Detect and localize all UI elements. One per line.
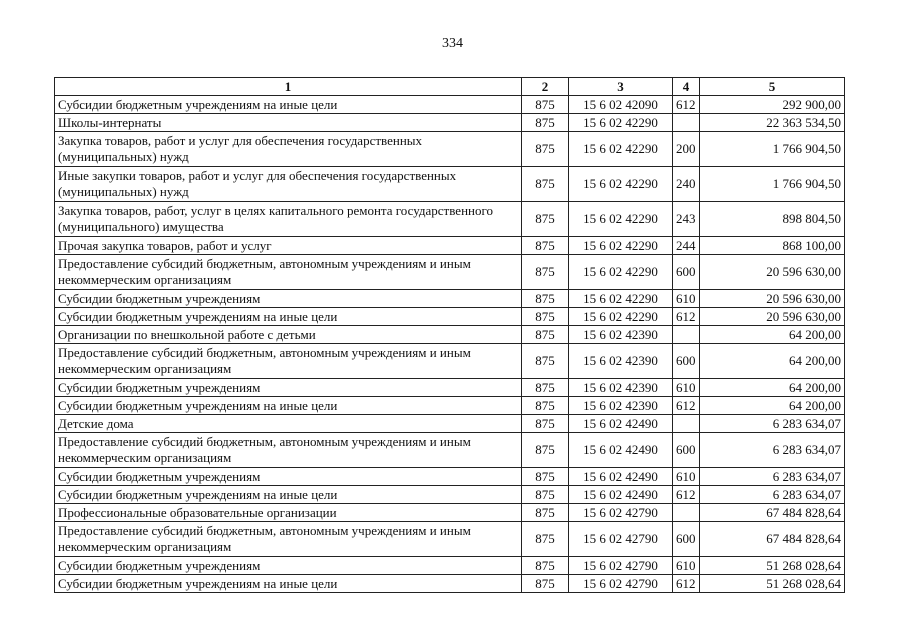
row-target-article-cell: 15 6 02 42390 bbox=[569, 326, 673, 344]
table-row bbox=[55, 575, 845, 593]
row-name-cell: Школы-интернаты bbox=[55, 114, 522, 132]
row-target-article-cell: 15 6 02 42390 bbox=[569, 379, 673, 397]
row-name-cell: Предоставление субсидий бюджетным, автономным учреждениям и иным некоммерческим организациям bbox=[55, 433, 522, 468]
row-amount-cell: 22 363 534,50 bbox=[700, 114, 845, 132]
table-row bbox=[55, 114, 845, 132]
table-row bbox=[55, 468, 845, 486]
column-header-5: 5 bbox=[700, 78, 845, 96]
row-department-code-cell: 875 bbox=[522, 379, 569, 397]
row-expense-type-cell: 243 bbox=[673, 202, 700, 237]
row-department-code-cell: 875 bbox=[522, 433, 569, 468]
row-name-cell: Предоставление субсидий бюджетным, автономным учреждениям и иным некоммерческим организациям bbox=[55, 344, 522, 379]
row-department-code-cell: 875 bbox=[522, 557, 569, 575]
row-amount-cell: 64 200,00 bbox=[700, 344, 845, 379]
page-number: 334 bbox=[442, 36, 463, 51]
table-row bbox=[55, 202, 845, 237]
row-name-cell: Субсидии бюджетным учреждениям bbox=[55, 557, 522, 575]
row-name-cell: Профессиональные образовательные организации bbox=[55, 504, 522, 522]
row-department-code-cell: 875 bbox=[522, 237, 569, 255]
row-expense-type-cell: 610 bbox=[673, 290, 700, 308]
table-header-row bbox=[55, 78, 845, 96]
row-department-code-cell: 875 bbox=[522, 468, 569, 486]
row-expense-type-cell: 612 bbox=[673, 575, 700, 593]
row-amount-cell: 67 484 828,64 bbox=[700, 522, 845, 557]
row-name-cell: Субсидии бюджетным учреждениям bbox=[55, 468, 522, 486]
row-department-code-cell: 875 bbox=[522, 255, 569, 290]
table-row bbox=[55, 326, 845, 344]
row-department-code-cell: 875 bbox=[522, 308, 569, 326]
column-header-2: 2 bbox=[522, 78, 569, 96]
row-expense-type-cell bbox=[673, 415, 700, 433]
row-amount-cell: 1 766 904,50 bbox=[700, 167, 845, 202]
table-row bbox=[55, 237, 845, 255]
row-amount-cell: 64 200,00 bbox=[700, 397, 845, 415]
row-target-article-cell: 15 6 02 42490 bbox=[569, 486, 673, 504]
row-target-article-cell: 15 6 02 42290 bbox=[569, 167, 673, 202]
table-row bbox=[55, 308, 845, 326]
row-name-cell: Субсидии бюджетным учреждениям на иные цели bbox=[55, 96, 522, 114]
row-name-cell: Закупка товаров, работ, услуг в целях капитального ремонта государственного (муниципального) имущества bbox=[55, 202, 522, 237]
row-amount-cell: 6 283 634,07 bbox=[700, 415, 845, 433]
row-target-article-cell: 15 6 02 42290 bbox=[569, 237, 673, 255]
row-amount-cell: 20 596 630,00 bbox=[700, 290, 845, 308]
row-expense-type-cell: 610 bbox=[673, 557, 700, 575]
table-body bbox=[55, 96, 845, 593]
row-amount-cell: 67 484 828,64 bbox=[700, 504, 845, 522]
row-department-code-cell: 875 bbox=[522, 167, 569, 202]
row-target-article-cell: 15 6 02 42790 bbox=[569, 522, 673, 557]
row-name-cell: Организации по внешкольной работе с детьми bbox=[55, 326, 522, 344]
row-expense-type-cell: 240 bbox=[673, 167, 700, 202]
row-expense-type-cell: 244 bbox=[673, 237, 700, 255]
row-target-article-cell: 15 6 02 42790 bbox=[569, 575, 673, 593]
row-name-cell: Субсидии бюджетным учреждениям на иные цели bbox=[55, 397, 522, 415]
row-amount-cell: 1 766 904,50 bbox=[700, 132, 845, 167]
row-department-code-cell: 875 bbox=[522, 290, 569, 308]
table-row bbox=[55, 379, 845, 397]
row-amount-cell: 20 596 630,00 bbox=[700, 255, 845, 290]
row-department-code-cell: 875 bbox=[522, 132, 569, 167]
row-name-cell: Иные закупки товаров, работ и услуг для обеспечения государственных (муниципальных) нужд bbox=[55, 167, 522, 202]
row-department-code-cell: 875 bbox=[522, 504, 569, 522]
row-name-cell: Субсидии бюджетным учреждениям bbox=[55, 290, 522, 308]
table-row bbox=[55, 255, 845, 290]
row-department-code-cell: 875 bbox=[522, 415, 569, 433]
row-target-article-cell: 15 6 02 42090 bbox=[569, 96, 673, 114]
table-row bbox=[55, 167, 845, 202]
row-amount-cell: 64 200,00 bbox=[700, 326, 845, 344]
row-target-article-cell: 15 6 02 42290 bbox=[569, 114, 673, 132]
table-row bbox=[55, 557, 845, 575]
row-name-cell: Субсидии бюджетным учреждениям на иные цели bbox=[55, 486, 522, 504]
column-header-1: 1 bbox=[55, 78, 522, 96]
row-target-article-cell: 15 6 02 42290 bbox=[569, 308, 673, 326]
row-expense-type-cell: 612 bbox=[673, 397, 700, 415]
table-row bbox=[55, 132, 845, 167]
row-department-code-cell: 875 bbox=[522, 397, 569, 415]
table-row bbox=[55, 344, 845, 379]
row-expense-type-cell bbox=[673, 114, 700, 132]
row-department-code-cell: 875 bbox=[522, 344, 569, 379]
row-amount-cell: 868 100,00 bbox=[700, 237, 845, 255]
row-department-code-cell: 875 bbox=[522, 326, 569, 344]
row-target-article-cell: 15 6 02 42490 bbox=[569, 433, 673, 468]
row-target-article-cell: 15 6 02 42290 bbox=[569, 255, 673, 290]
row-name-cell: Предоставление субсидий бюджетным, автономным учреждениям и иным некоммерческим организациям bbox=[55, 255, 522, 290]
row-expense-type-cell: 600 bbox=[673, 255, 700, 290]
row-department-code-cell: 875 bbox=[522, 202, 569, 237]
row-name-cell: Детские дома bbox=[55, 415, 522, 433]
table-row bbox=[55, 397, 845, 415]
table-row bbox=[55, 415, 845, 433]
table-row bbox=[55, 290, 845, 308]
row-target-article-cell: 15 6 02 42490 bbox=[569, 415, 673, 433]
row-department-code-cell: 875 bbox=[522, 522, 569, 557]
row-name-cell: Субсидии бюджетным учреждениям bbox=[55, 379, 522, 397]
row-name-cell: Субсидии бюджетным учреждениям на иные цели bbox=[55, 575, 522, 593]
row-amount-cell: 64 200,00 bbox=[700, 379, 845, 397]
row-amount-cell: 6 283 634,07 bbox=[700, 468, 845, 486]
row-expense-type-cell: 612 bbox=[673, 96, 700, 114]
row-expense-type-cell: 612 bbox=[673, 308, 700, 326]
row-target-article-cell: 15 6 02 42290 bbox=[569, 290, 673, 308]
row-amount-cell: 6 283 634,07 bbox=[700, 433, 845, 468]
table-row bbox=[55, 96, 845, 114]
row-department-code-cell: 875 bbox=[522, 96, 569, 114]
table-row bbox=[55, 433, 845, 468]
row-target-article-cell: 15 6 02 42790 bbox=[569, 557, 673, 575]
row-amount-cell: 51 268 028,64 bbox=[700, 575, 845, 593]
row-target-article-cell: 15 6 02 42290 bbox=[569, 132, 673, 167]
row-expense-type-cell bbox=[673, 504, 700, 522]
row-target-article-cell: 15 6 02 42390 bbox=[569, 344, 673, 379]
row-expense-type-cell: 600 bbox=[673, 522, 700, 557]
row-expense-type-cell: 610 bbox=[673, 468, 700, 486]
row-target-article-cell: 15 6 02 42790 bbox=[569, 504, 673, 522]
table-row bbox=[55, 486, 845, 504]
row-target-article-cell: 15 6 02 42490 bbox=[569, 468, 673, 486]
row-amount-cell: 292 900,00 bbox=[700, 96, 845, 114]
budget-table bbox=[54, 77, 845, 593]
row-amount-cell: 898 804,50 bbox=[700, 202, 845, 237]
row-expense-type-cell: 600 bbox=[673, 344, 700, 379]
row-department-code-cell: 875 bbox=[522, 114, 569, 132]
row-department-code-cell: 875 bbox=[522, 575, 569, 593]
row-amount-cell: 6 283 634,07 bbox=[700, 486, 845, 504]
row-name-cell: Субсидии бюджетным учреждениям на иные цели bbox=[55, 308, 522, 326]
row-target-article-cell: 15 6 02 42390 bbox=[569, 397, 673, 415]
row-expense-type-cell: 200 bbox=[673, 132, 700, 167]
row-department-code-cell: 875 bbox=[522, 486, 569, 504]
row-expense-type-cell: 610 bbox=[673, 379, 700, 397]
table-row bbox=[55, 504, 845, 522]
row-amount-cell: 20 596 630,00 bbox=[700, 308, 845, 326]
row-expense-type-cell bbox=[673, 326, 700, 344]
row-expense-type-cell: 612 bbox=[673, 486, 700, 504]
row-name-cell: Закупка товаров, работ и услуг для обеспечения государственных (муниципальных) нужд bbox=[55, 132, 522, 167]
row-name-cell: Прочая закупка товаров, работ и услуг bbox=[55, 237, 522, 255]
row-target-article-cell: 15 6 02 42290 bbox=[569, 202, 673, 237]
column-header-3: 3 bbox=[569, 78, 673, 96]
table-row bbox=[55, 522, 845, 557]
column-header-4: 4 bbox=[673, 78, 700, 96]
row-expense-type-cell: 600 bbox=[673, 433, 700, 468]
row-name-cell: Предоставление субсидий бюджетным, автономным учреждениям и иным некоммерческим организациям bbox=[55, 522, 522, 557]
row-amount-cell: 51 268 028,64 bbox=[700, 557, 845, 575]
